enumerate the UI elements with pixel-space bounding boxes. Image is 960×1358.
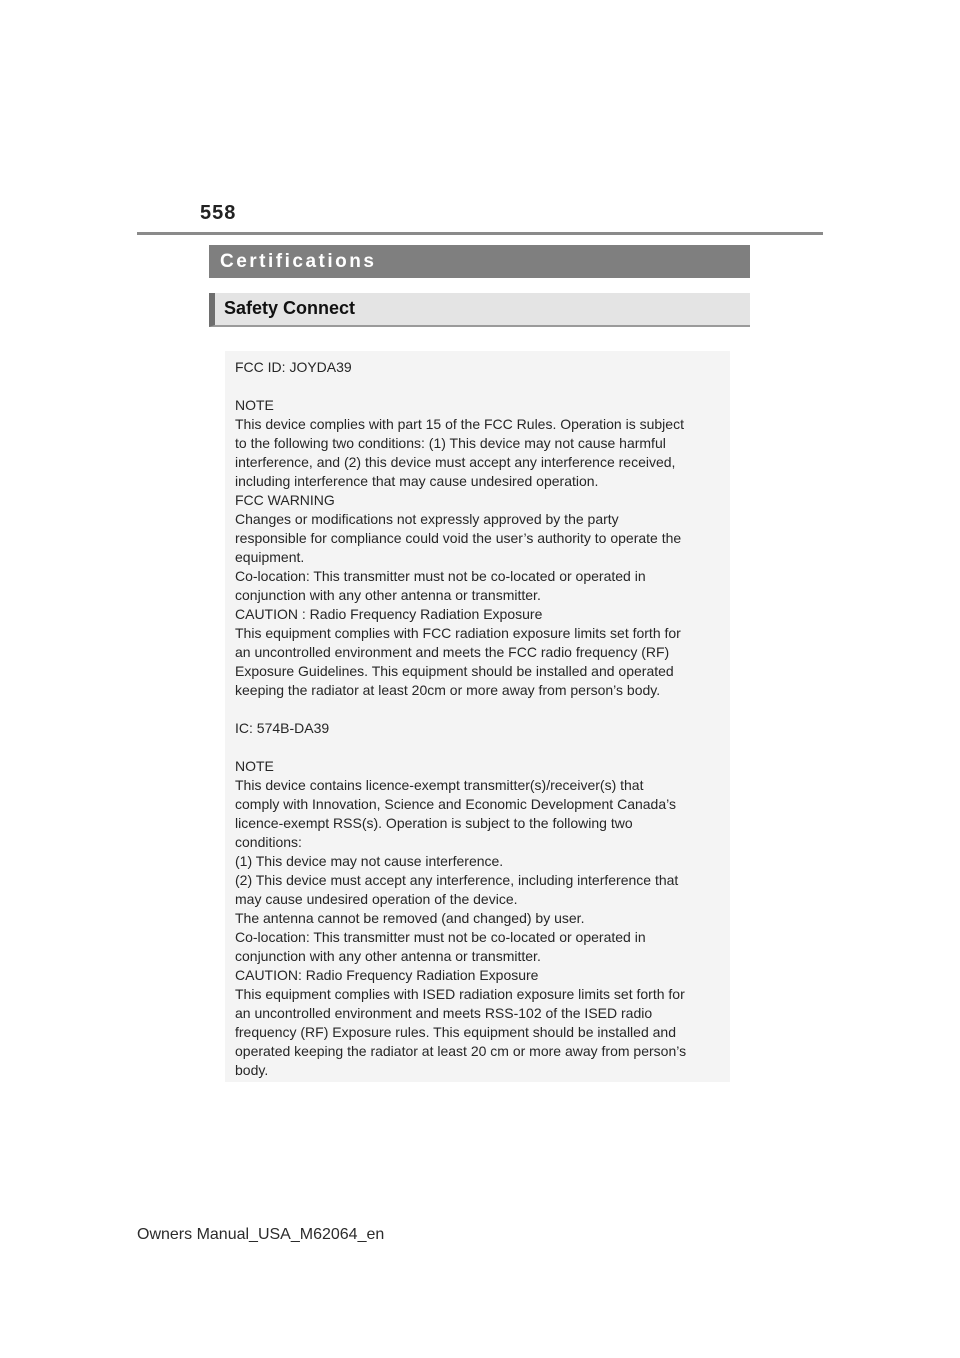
fcc-note-heading: NOTE [235,397,274,413]
ic-caution-line: an uncontrolled environment and meets RSS-102 of the ISED radio [235,1005,653,1021]
fcc-warning-line: Changes or modifications not expressly approved by the party [235,511,619,527]
ic-note-line: This device contains licence-exempt transmitter(s)/receiver(s) that [235,777,644,793]
fcc-caution-heading: CAUTION : Radio Frequency Radiation Exposure [235,606,543,622]
ic-note-heading: NOTE [235,758,274,774]
fcc-colocation-line: Co-location: This transmitter must not be co-located or operated in [235,568,646,584]
certification-box [225,351,730,1082]
fcc-note-line: to the following two conditions: (1) This device may not cause harmful [235,435,666,451]
fcc-id: FCC ID: JOYDA39 [235,359,352,375]
ic-id: IC: 574B-DA39 [235,720,330,736]
fcc-caution-line: This equipment complies with FCC radiation exposure limits set forth for [235,625,681,641]
fcc-note-line: interference, and (2) this device must accept any interference received, [235,454,676,470]
fcc-caution-line: Exposure Guidelines. This equipment should be installed and operated [235,663,674,679]
ic-note-line: conditions: [235,834,302,850]
ic-note-line: The antenna cannot be removed (and changed) by user. [235,910,585,926]
fcc-caution-line: an uncontrolled environment and meets the FCC radio frequency (RF) [235,644,670,660]
fcc-note-line: This device complies with part 15 of the FCC Rules. Operation is subject [235,416,684,432]
subsection-title: Safety Connect [209,293,750,327]
paragraph-gap [235,377,726,396]
header-divider [137,232,823,235]
ic-note-line: comply with Innovation, Science and Economic Development Canada’s [235,796,676,812]
ic-caution-heading: CAUTION: Radio Frequency Radiation Exposure [235,967,539,983]
ic-note-line: licence-exempt RSS(s). Operation is subject to the following two [235,815,633,831]
fcc-colocation-line: conjunction with any other antenna or transmitter. [235,587,541,603]
page-number: 558 [200,202,237,224]
footer-manual-id: Owners Manual_USA_M62064_en [137,1226,385,1243]
ic-colocation-line: Co-location: This transmitter must not be co-located or operated in [235,929,646,945]
ic-caution-line: This equipment complies with ISED radiation exposure limits set forth for [235,986,685,1002]
fcc-note-line: including interference that may cause undesired operation. [235,473,599,489]
ic-caution-line: frequency (RF) Exposure rules. This equipment should be installed and [235,1024,676,1040]
section-title: Certifications [209,245,750,278]
ic-note-line: (1) This device may not cause interference. [235,853,504,869]
paragraph-gap [235,738,726,757]
ic-note-line: (2) This device must accept any interference, including interference that [235,872,679,888]
fcc-caution-line: keeping the radiator at least 20cm or more away from person’s body. [235,682,661,698]
paragraph-gap [235,700,726,719]
fcc-warning-line: responsible for compliance could void the user’s authority to operate the [235,530,682,546]
ic-caution-line: operated keeping the radiator at least 20 cm or more away from person’s [235,1043,687,1059]
ic-colocation-line: conjunction with any other antenna or transmitter. [235,948,541,964]
ic-caution-line: body. [235,1062,269,1078]
fcc-warning-line: equipment. [235,549,305,565]
ic-note-line: may cause undesired operation of the device. [235,891,518,907]
fcc-warning-heading: FCC WARNING [235,492,335,508]
